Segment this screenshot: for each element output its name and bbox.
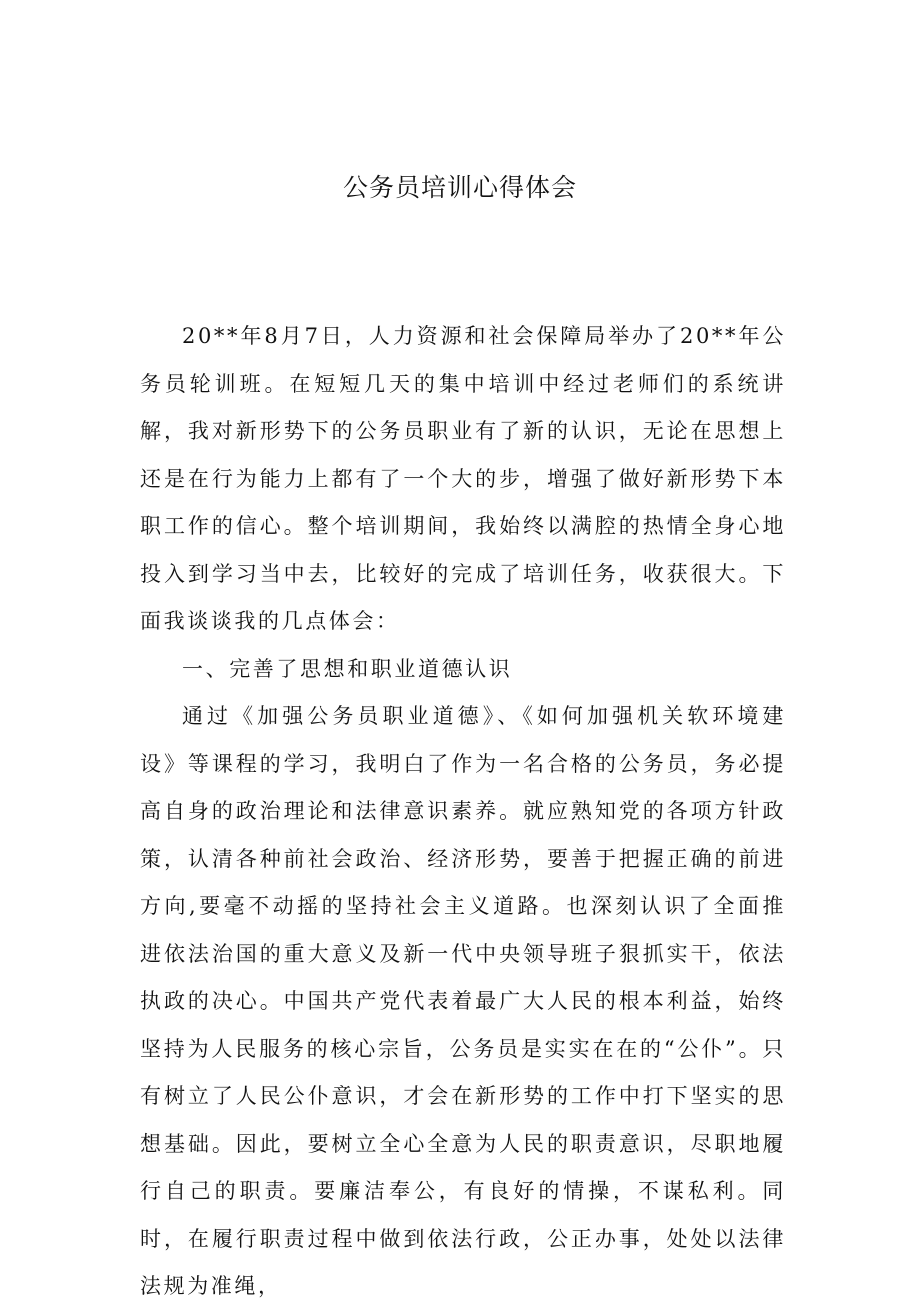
document-title: 公务员培训心得体会: [342, 173, 577, 202]
paragraph-intro: 20**年8月7日，人力资源和社会保障局举办了20**年公务员轮训班。在短短几天的集中培训中经过老师们的系统讲解，我对新形势下的公务员职业有了新的认识，无论在思想上还是在行为能力上都有了一个大的步，增强了做好新形势下本职工作的信心。整个培训期间，我始终以满腔的热情全身心地投入到学习当中去，比较好的完成了培训任务，收获很大。下面我谈谈我的几点体会：: [140, 324, 786, 633]
paragraph-section-1: 通过《加强公务员职业道德》、《如何加强机关软环境建设》等课程的学习，我明白了作为一名合格的公务员，务必提高自身的政治理论和法律意识素养。就应熟知党的各项方针政策，认清各种前社会政治、经济形势，要善于把握正确的前进方向,要毫不动摇的坚持社会主义道路。也深刻认识了全面推进依法治国的重大意义及新一代中央领导班子狠抓实干，依法执政的决心。中国共产党代表着最广大人民的根本利益，始终坚持为人民服务的核心宗旨，公务员是实实在在的“公仆”。只有树立了人民公仆意识，才会在新形势的工作中打下坚实的思想基础。因此，要树立全心全意为人民的职责意识，尽职地履行自己的职责。要廉洁奉公，有良好的情操，不谋私利。同时，在履行职责过程中做到依法行政，公正办事，处处以法律法规为准绳，: [140, 704, 786, 1298]
document-body: [140, 313, 786, 1311]
section-heading-1: 一、完善了思想和职业道德认识: [182, 656, 513, 681]
